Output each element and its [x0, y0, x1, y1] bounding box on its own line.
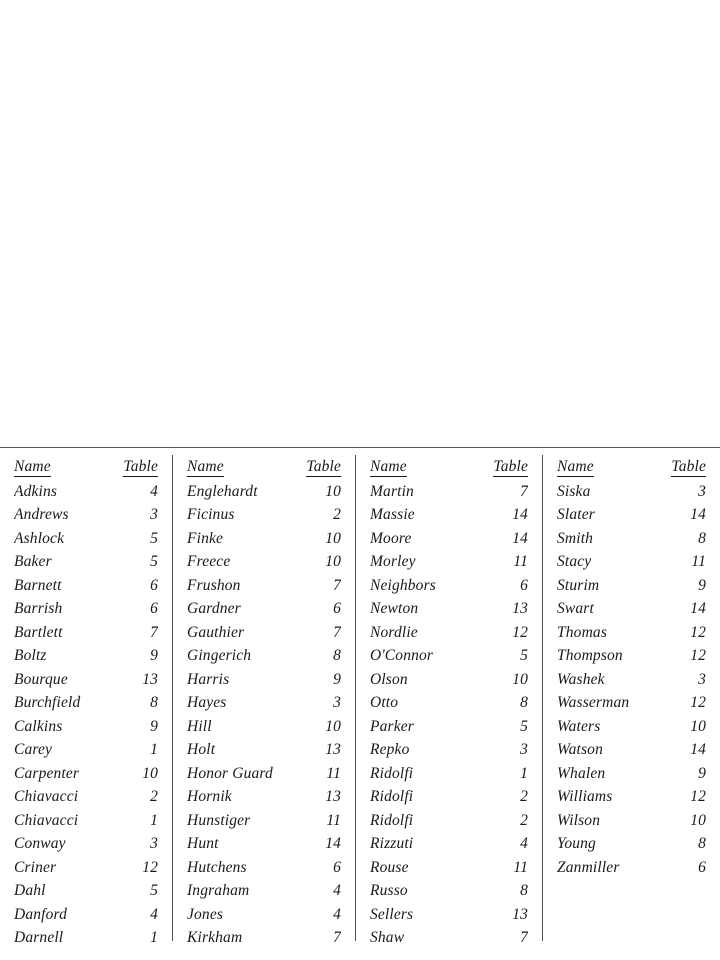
table-row — [370, 903, 528, 927]
guest-name: Honor Guard — [187, 764, 273, 782]
guest-table-number: 13 — [325, 788, 341, 805]
table-header-row — [14, 455, 158, 480]
table-row — [370, 856, 528, 880]
guest-name: Finke — [187, 529, 224, 547]
seating-table-2 — [187, 455, 341, 950]
guest-table-number: 8 — [333, 647, 341, 664]
table-row — [14, 903, 158, 927]
guest-table-number: 13 — [325, 741, 341, 758]
table-row — [370, 668, 528, 692]
table-row — [187, 856, 341, 880]
guest-name: Criner — [14, 858, 57, 876]
guest-table-number: 3 — [520, 741, 528, 758]
table-row — [557, 762, 706, 786]
guest-name: Hayes — [187, 694, 227, 711]
guest-table-number: 3 — [150, 835, 158, 852]
guest-table-number: 10 — [690, 811, 706, 829]
guest-table-number: 4 — [333, 882, 341, 899]
guest-name: Ashlock — [14, 529, 65, 547]
table-row — [14, 621, 158, 645]
table-row — [187, 738, 341, 762]
table-row — [14, 668, 158, 692]
guest-name: Carey — [14, 741, 53, 758]
table-row — [187, 926, 341, 950]
table-row — [187, 527, 341, 551]
guest-table-number: 4 — [150, 482, 158, 500]
guest-name: Calkins — [14, 717, 63, 735]
guest-name: Chiavacci — [14, 788, 79, 805]
guest-table-number: 10 — [325, 553, 341, 570]
table-row — [14, 691, 158, 715]
guest-table-number: 4 — [520, 835, 528, 852]
guest-table-number: 6 — [150, 600, 158, 617]
table-row — [557, 809, 706, 833]
seating-rows-2 — [187, 480, 341, 950]
guest-name: Zanmiller — [557, 858, 620, 876]
table-row — [14, 762, 158, 786]
table-row — [14, 832, 158, 856]
guest-table-number: 8 — [698, 835, 706, 852]
table-row — [14, 879, 158, 903]
guest-name: Ridolfi — [370, 788, 414, 805]
table-row — [187, 785, 341, 809]
guest-table-number: 14 — [690, 506, 706, 523]
seating-chart-columns — [0, 448, 720, 946]
guest-table-number: 9 — [698, 576, 706, 594]
guest-name: Stacy — [557, 553, 592, 570]
guest-name: Kirkham — [187, 929, 243, 946]
table-row — [14, 715, 158, 739]
table-header-row — [557, 455, 706, 480]
table-row — [557, 644, 706, 668]
table-row — [187, 879, 341, 903]
guest-table-number: 14 — [690, 600, 706, 617]
guest-name: Washek — [557, 670, 605, 688]
guest-table-number: 12 — [142, 858, 158, 876]
guest-name: Bartlett — [14, 623, 63, 641]
table-header-row — [187, 455, 341, 480]
guest-table-number: 2 — [520, 788, 528, 805]
table-row — [557, 832, 706, 856]
guest-table-number: 7 — [333, 929, 341, 946]
table-row — [557, 785, 706, 809]
guest-table-number: 6 — [520, 576, 528, 594]
guest-table-number: 14 — [512, 529, 528, 547]
guest-name: Barnett — [14, 576, 62, 594]
guest-name: Gardner — [187, 600, 241, 617]
table-row — [14, 856, 158, 880]
guest-name: Boltz — [14, 647, 47, 664]
table-row — [557, 715, 706, 739]
header-name: Name — [187, 458, 224, 475]
guest-table-number: 6 — [333, 858, 341, 876]
guest-name: Olson — [370, 670, 408, 688]
guest-name: Ingraham — [187, 882, 250, 899]
guest-table-number: 3 — [698, 670, 706, 688]
guest-name: Thomas — [557, 623, 607, 641]
guest-name: Wilson — [557, 811, 601, 829]
guest-table-number: 8 — [520, 694, 528, 711]
guest-name: Nordlie — [370, 623, 418, 641]
guest-table-number: 14 — [512, 506, 528, 523]
guest-name: Frushon — [187, 576, 241, 594]
table-row — [557, 597, 706, 621]
guest-name: Waters — [557, 717, 601, 735]
table-row — [370, 738, 528, 762]
guest-table-number: 13 — [512, 600, 528, 617]
guest-table-number: 7 — [333, 576, 341, 594]
guest-name: Thompson — [557, 647, 623, 664]
guest-name: Rizzuti — [370, 835, 414, 852]
guest-name: Hunstiger — [187, 811, 251, 829]
guest-table-number: 14 — [690, 741, 706, 758]
guest-table-number: 12 — [690, 623, 706, 641]
table-row — [370, 809, 528, 833]
table-row — [370, 480, 528, 504]
header-table: Table — [123, 458, 158, 475]
guest-table-number: 1 — [150, 741, 158, 758]
guest-table-number: 10 — [325, 717, 341, 735]
guest-table-number: 11 — [513, 553, 528, 570]
table-row — [370, 926, 528, 950]
guest-table-number: 7 — [150, 623, 158, 641]
guest-name: Morley — [370, 553, 416, 570]
table-row — [370, 621, 528, 645]
guest-name: Shaw — [370, 929, 405, 946]
table-row — [370, 785, 528, 809]
seating-chart-column-2 — [172, 455, 355, 946]
guest-name: Hill — [187, 717, 212, 735]
guest-name: Newton — [370, 600, 419, 617]
guest-table-number: 5 — [150, 529, 158, 547]
guest-name: Burchfield — [14, 694, 81, 711]
table-row — [14, 527, 158, 551]
guest-name: Danford — [14, 905, 68, 923]
guest-name: Whalen — [557, 764, 606, 782]
guest-name: Freece — [187, 553, 231, 570]
table-row — [14, 785, 158, 809]
table-row — [187, 574, 341, 598]
guest-table-number: 5 — [520, 647, 528, 664]
guest-name: Smith — [557, 529, 594, 547]
guest-name: Ridolfi — [370, 764, 414, 782]
guest-name: Hornik — [187, 788, 232, 805]
table-row — [187, 762, 341, 786]
guest-name: Swart — [557, 600, 594, 617]
guest-name: Repko — [370, 741, 410, 758]
header-table: Table — [493, 458, 528, 475]
guest-name: Darnell — [14, 929, 64, 946]
guest-table-number: 14 — [325, 835, 341, 852]
guest-name: Dahl — [14, 882, 46, 899]
table-row — [557, 856, 706, 880]
guest-table-number: 3 — [333, 694, 341, 711]
guest-table-number: 13 — [142, 670, 158, 688]
guest-table-number: 1 — [520, 764, 528, 782]
guest-table-number: 4 — [150, 905, 158, 923]
guest-name: Bourque — [14, 670, 68, 688]
guest-name: Carpenter — [14, 764, 80, 782]
guest-table-number: 6 — [333, 600, 341, 617]
table-row — [187, 597, 341, 621]
guest-name: Englehardt — [187, 482, 258, 500]
guest-table-number: 5 — [150, 882, 158, 899]
guest-table-number: 10 — [690, 717, 706, 735]
guest-name: Moore — [370, 529, 412, 547]
guest-name: Andrews — [14, 506, 69, 523]
table-row — [187, 903, 341, 927]
table-row — [370, 762, 528, 786]
guest-table-number: 6 — [698, 858, 706, 876]
table-row — [187, 550, 341, 574]
guest-table-number: 6 — [150, 576, 158, 594]
guest-name: Sturim — [557, 576, 600, 594]
guest-name: Hunt — [187, 835, 219, 852]
table-row — [557, 527, 706, 551]
table-header-row — [370, 455, 528, 480]
table-row — [370, 832, 528, 856]
guest-name: Ridolfi — [370, 811, 414, 829]
table-row — [14, 597, 158, 621]
guest-table-number: 2 — [520, 811, 528, 829]
guest-name: Sellers — [370, 905, 414, 923]
guest-table-number: 10 — [325, 482, 341, 500]
header-name: Name — [14, 458, 51, 475]
guest-table-number: 7 — [520, 929, 528, 946]
table-row — [187, 644, 341, 668]
guest-name: Hutchens — [187, 858, 247, 876]
table-row — [370, 597, 528, 621]
table-row — [14, 550, 158, 574]
guest-table-number: 1 — [150, 929, 158, 946]
header-name: Name — [557, 458, 594, 475]
guest-table-number: 2 — [333, 506, 341, 523]
seating-chart-column-3 — [355, 455, 542, 946]
guest-table-number: 3 — [698, 482, 706, 500]
guest-name: Watson — [557, 741, 603, 758]
table-row — [370, 527, 528, 551]
guest-table-number: 7 — [333, 623, 341, 641]
table-row — [557, 668, 706, 692]
seating-chart-column-4 — [542, 455, 720, 941]
guest-name: Williams — [557, 788, 613, 805]
guest-table-number: 11 — [326, 811, 341, 829]
guest-table-number: 10 — [512, 670, 528, 688]
guest-table-number: 13 — [512, 905, 528, 923]
table-row — [14, 503, 158, 527]
guest-name: Young — [557, 835, 596, 852]
guest-name: Wasserman — [557, 694, 630, 711]
table-row — [370, 503, 528, 527]
guest-table-number: 10 — [325, 529, 341, 547]
table-row — [14, 574, 158, 598]
guest-table-number: 1 — [150, 811, 158, 829]
guest-table-number: 9 — [150, 717, 158, 735]
guest-name: Chiavacci — [14, 811, 79, 829]
guest-table-number: 10 — [142, 764, 158, 782]
guest-table-number: 9 — [333, 670, 341, 688]
guest-name: Baker — [14, 553, 52, 570]
guest-table-number: 8 — [698, 529, 706, 547]
table-row — [370, 879, 528, 903]
guest-table-number: 11 — [691, 553, 706, 570]
seating-rows-3 — [370, 480, 528, 950]
table-row — [370, 574, 528, 598]
header-name: Name — [370, 458, 407, 475]
blank-page-area — [0, 0, 720, 447]
guest-name: Conway — [14, 835, 66, 852]
seating-table-1 — [14, 455, 158, 950]
table-row — [187, 691, 341, 715]
guest-table-number: 12 — [690, 694, 706, 711]
table-row — [187, 621, 341, 645]
guest-table-number: 12 — [512, 623, 528, 641]
guest-table-number: 7 — [520, 482, 528, 500]
guest-name: Russo — [370, 882, 408, 899]
guest-name: Neighbors — [370, 576, 436, 594]
guest-name: Gauthier — [187, 623, 245, 641]
guest-name: Gingerich — [187, 647, 252, 664]
table-row — [14, 926, 158, 950]
table-row — [370, 644, 528, 668]
guest-name: Adkins — [14, 482, 58, 500]
header-table: Table — [671, 458, 706, 475]
guest-name: Martin — [370, 482, 414, 500]
guest-name: Ficinus — [187, 506, 235, 523]
guest-name: Parker — [370, 717, 414, 735]
guest-name: O'Connor — [370, 647, 434, 664]
guest-table-number: 11 — [513, 858, 528, 876]
table-row — [187, 668, 341, 692]
table-row — [557, 691, 706, 715]
guest-name: Holt — [187, 741, 216, 758]
table-row — [557, 480, 706, 504]
table-row — [187, 480, 341, 504]
guest-table-number: 4 — [333, 905, 341, 923]
guest-table-number: 3 — [150, 506, 158, 523]
guest-table-number: 11 — [326, 764, 341, 782]
table-row — [370, 691, 528, 715]
seating-table-4 — [557, 455, 706, 879]
table-row — [14, 738, 158, 762]
table-row — [187, 832, 341, 856]
guest-name: Siska — [557, 482, 591, 500]
table-row — [14, 809, 158, 833]
guest-name: Barrish — [14, 600, 63, 617]
guest-table-number: 12 — [690, 647, 706, 664]
table-row — [370, 715, 528, 739]
table-row — [557, 621, 706, 645]
seating-rows-1 — [14, 480, 158, 950]
guest-name: Slater — [557, 506, 595, 523]
table-row — [557, 738, 706, 762]
header-table: Table — [306, 458, 341, 475]
seating-chart-block — [0, 447, 720, 960]
guest-table-number: 8 — [150, 694, 158, 711]
table-row — [187, 715, 341, 739]
guest-table-number: 5 — [520, 717, 528, 735]
table-row — [14, 480, 158, 504]
table-row — [370, 550, 528, 574]
table-row — [187, 809, 341, 833]
table-row — [14, 644, 158, 668]
table-row — [557, 550, 706, 574]
guest-table-number: 8 — [520, 882, 528, 899]
guest-table-number: 9 — [698, 764, 706, 782]
seating-rows-4 — [557, 480, 706, 880]
guest-name: Otto — [370, 694, 399, 711]
table-row — [557, 503, 706, 527]
guest-table-number: 12 — [690, 788, 706, 805]
guest-name: Rouse — [370, 858, 409, 876]
table-row — [557, 574, 706, 598]
guest-table-number: 9 — [150, 647, 158, 664]
guest-table-number: 5 — [150, 553, 158, 570]
guest-name: Harris — [187, 670, 230, 688]
guest-table-number: 2 — [150, 788, 158, 805]
seating-chart-column-1 — [0, 455, 172, 946]
table-row — [187, 503, 341, 527]
guest-name: Massie — [370, 506, 415, 523]
guest-name: Jones — [187, 905, 224, 923]
seating-table-3 — [370, 455, 528, 950]
